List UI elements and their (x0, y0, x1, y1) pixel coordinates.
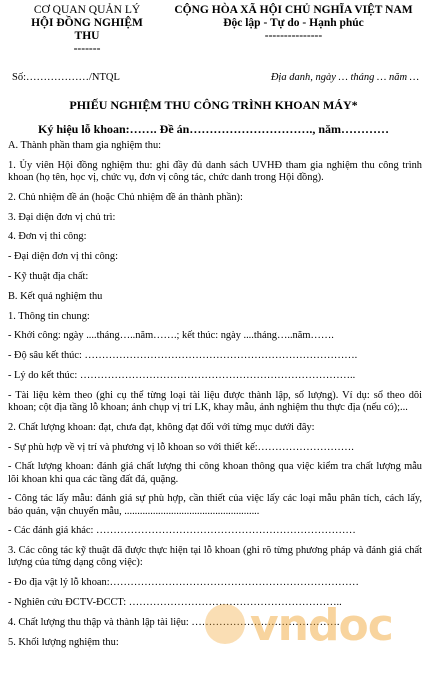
document-title: PHIẾU NGHIỆM THU CÔNG TRÌNH KHOAN MÁY* (69, 98, 358, 112)
national-motto-header (160, 4, 427, 43)
body-line: - Lý do kết thúc: …………………………………………………………………….. (8, 369, 356, 381)
body-line: - Chất lượng khoan: đánh giá chất lượng thi công khoan thông qua việc kiểm tra chất lượng mẫu lõi khoan khi qua các tầng đất đá, quặng. (8, 461, 422, 485)
agency-line-3: THU (74, 30, 100, 42)
body-line: 1. Thông tin chung: (8, 310, 90, 322)
body-line: B. Kết quả nghiệm thu (8, 290, 103, 302)
motto-divider: --------------- (264, 30, 323, 42)
body-line: - Đại diện đơn vị thi công: (8, 251, 118, 263)
body-line: - Độ sâu kết thúc: ……………………………………………………………………. (8, 350, 358, 362)
watermark-logo-icon (205, 604, 245, 644)
issuing-agency-header (0, 4, 174, 56)
body-line: 5. Khối lượng nghiệm thu: (8, 636, 119, 648)
body-line: 1. Ủy viên Hội đồng nghiệm thu: ghi đầy đủ danh sách UVHĐ tham gia nghiệm thu công trình khoan (họ tên, học vị, chức vụ, đơn vị công tác, chức danh trong Hội đồng). (8, 159, 422, 183)
document-subtitle: Ký hiệu lỗ khoan:……. Đề án…………………………., năm………… (37, 122, 390, 136)
agency-line-2: HỘI ĐỒNG NGHIỆM (31, 17, 143, 29)
body-line: 4. Chất lượng thu thập và thành lập tài liệu: ……………………………………. (8, 616, 340, 628)
body-line: 3. Đại diện đơn vị chủ trì: (8, 211, 116, 223)
body-line: - Khởi công: ngày ....tháng…..năm…….; kết thúc: ngày ....tháng…..năm……. (8, 330, 334, 342)
motto: Độc lập - Tự do - Hạnh phúc (223, 17, 364, 29)
document-body (8, 140, 422, 656)
body-line: - Đo địa vật lý lỗ khoan:……………………………………………………………… (8, 577, 359, 589)
body-line: - Kỹ thuật địa chất: (8, 270, 89, 282)
body-line: - Các đánh giá khác: ………………………………………………………………… (8, 525, 356, 537)
place-date: Địa danh, ngày … tháng … năm … (270, 72, 419, 83)
body-line: - Tài liệu kèm theo (ghi cụ thể từng loại tài liệu được thành lập, số lượng). Ví dụ: sổ theo dõi khoan; cột địa tầng lỗ khoan; ảnh chụp vị trí LK, khay mẫu, ảnh nghiệm thu thực địa (nếu có);... (8, 389, 422, 413)
body-line: - Nghiên cứu ĐCTV-ĐCCT: …………………………………………………….. (8, 596, 342, 608)
document-number: Số:………………/NTQL (12, 72, 120, 83)
body-line: - Công tác lấy mẫu: đánh giá sự phù hợp, cần thiết của việc lấy các loại mẫu phân tích, cách lấy, bảo quản, vận chuyển mẫu, .................................................... (8, 493, 422, 517)
nation-name: CỘNG HÒA XÃ HỘI CHỦ NGHĨA VIỆT NAM (174, 4, 413, 16)
body-line: A. Thành phần tham gia nghiệm thu: (8, 140, 162, 151)
agency-divider: ------- (73, 43, 101, 55)
body-line: 2. Chất lượng khoan: đạt, chưa đạt, không đạt đối với từng mục dưới đây: (8, 421, 315, 433)
agency-line-1: CƠ QUAN QUẢN LÝ (33, 4, 141, 16)
watermark: vndoc (250, 600, 393, 651)
body-line: 4. Đơn vị thi công: (8, 231, 87, 243)
body-line: 3. Các công tác kỹ thuật đã được thực hiện tại lỗ khoan (ghi rõ từng phương pháp và đánh giá chất lượng của từng dạng công việc): (8, 545, 422, 569)
body-line: - Sự phù hợp về vị trí và phương vị lỗ khoan so với thiết kế:………………………. (8, 441, 354, 453)
body-line: 2. Chủ nhiệm đề án (hoặc Chủ nhiệm đề án thành phần): (8, 191, 243, 203)
